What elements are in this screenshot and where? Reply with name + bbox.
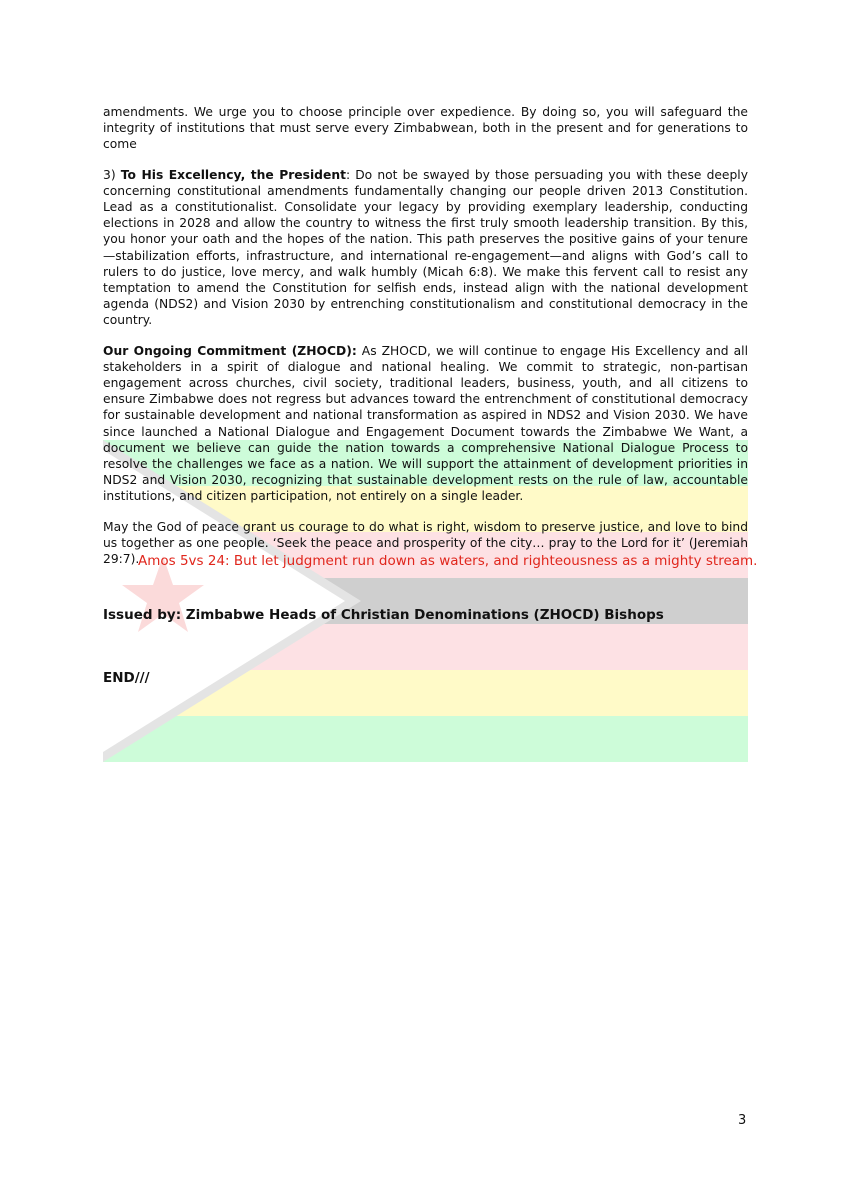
page-number: 3	[738, 1113, 747, 1128]
letter-body	[103, 104, 748, 581]
heading-commitment: Our Ongoing Commitment (ZHOCD):	[103, 343, 357, 358]
paragraph-number: 3)	[103, 167, 121, 182]
paragraph-commitment	[103, 343, 748, 505]
amos-verse: Amos 5vs 24: But let judgment run down as waters, and righteousness as a mighty stream.	[138, 553, 758, 569]
paragraph-commitment-text: As ZHOCD, we will continue to engage His Excellency and all stakeholders in a spirit of dialogue and national healing. We commit to strategic, non-partisan engagement across churches, civil society, traditional leaders, business, youth, and all citizens to ensure Zimbabwe does not regress but advances toward the entrenchment of constitutional democracy for sustainable development and national transformation as aspired in NDS2 and Vision 2030. We have since launched a National Dialogue and Engagement Document towards the Zimbabwe We Want, a document we believe can guide the nation towards a comprehensive National Dialogue Process to resolve the challenges we face as a nation. We will support the attainment of development priorities in NDS2 and Vision 2030, recognizing that sustainable development rests on the rule of law, accountable institutions, and citizen participation, not entirely on a single leader.	[103, 343, 749, 504]
issued-by: Issued by: Zimbabwe Heads of Christian Denominations (ZHOCD) Bishops	[103, 607, 664, 623]
heading-president: To His Excellency, the President	[120, 167, 346, 182]
end-marker: END///	[103, 670, 150, 686]
paragraph-president-text: : Do not be swayed by those persuading you with these deeply concerning constitutional amendments fundamentally changing our people driven 2013 Constitution. Lead as a constitutionalist. Consolidate your legacy by providing exemplary leadership, conducting elections in 2028 and allow the country to witness the first truly smooth leadership transition. By this, you honor your oath and the hopes of the nation. This path preserves the positive gains of your tenure—stabilization efforts, infrastructure, and international re-engagement—and aligns with God’s call to rulers to do justice, love mercy, and walk humbly (Micah 6:8). We make this fervent call to resist any temptation to amend the Constitution for selfish ends, instead align with the national development agenda (NDS2) and Vision 2030 by entrenching constitutionalism and constitutional democracy in the country.	[103, 167, 749, 328]
paragraph-amendments: amendments. We urge you to choose principle over expedience. By doing so, you will safeguard the integrity of institutions that must serve every Zimbabwean, both in the present and for generations to come	[103, 105, 748, 152]
paragraph-blessing: May the God of peace grant us courage to do what is right, wisdom to preserve justice, and love to bind us together as one people. ‘Seek the peace and prosperity of the city… pray to the Lord for it’ (Jeremiah 29:7).	[103, 519, 748, 567]
paragraph-president	[103, 167, 748, 329]
